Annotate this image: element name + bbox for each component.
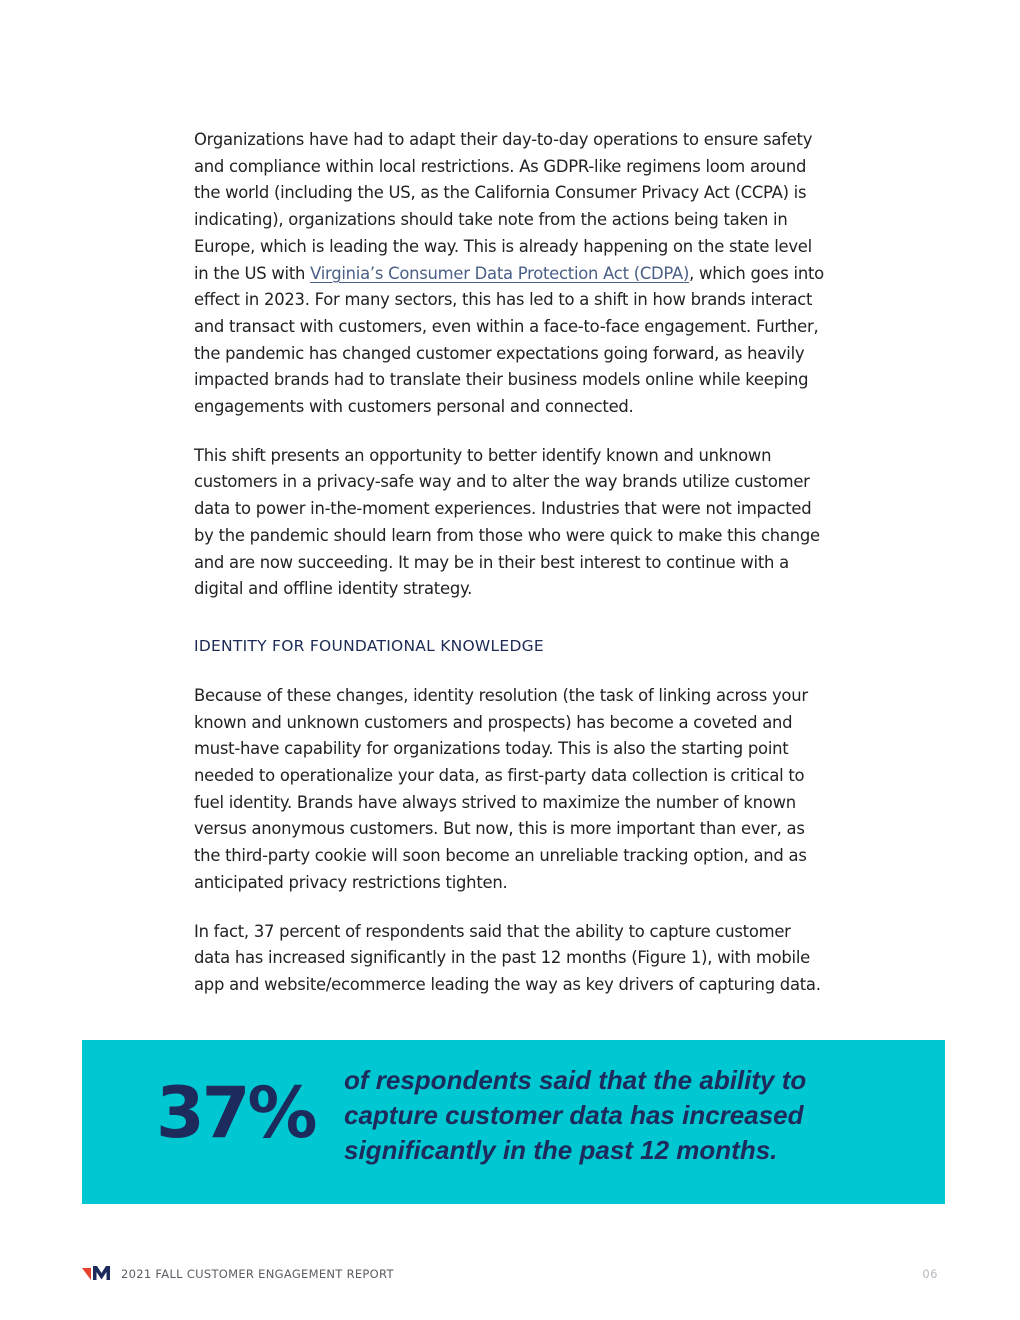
body-paragraph-3: Because of these changes, identity resolution (the task of linking across your known and unknown customers and prospects) has become a coveted and must-have capability for organizations today. This is also the starting point needed to operationalize your data, as first-party data collection is critical to fuel identity. Brands have always strived to maximize the number of known versus anonymous customers. But now, this is more important than ever, as the third-party cookie will soon become an unreliable tracking option, and as anticipated privacy restrictions tighten. — [194, 685, 808, 892]
page-footer — [82, 1264, 945, 1286]
section-heading: IDENTITY FOR FOUNDATIONAL KNOWLEDGE — [194, 636, 544, 655]
body-paragraph-1 — [194, 127, 824, 421]
paragraph-1-text-end: , which goes into effect in 2023. For many sectors, this has led to a shift in how brands interact and transact with customers, even within a face-to-face engagement. Further, the pandemic has changed customer expectations going forward, as heavily impacted brands had to translate their business models online while keeping engagements with customers personal and connected. — [194, 263, 824, 417]
body-paragraph-2: This shift presents an opportunity to better identify known and unknown customers in a privacy-safe way and to alter the way brands utilize customer data to power in-the-moment experiences. Industries that were not impacted by the pandemic should learn from those who were quick to make this change and are now succeeding. It may be in their best interest to continue with a digital and offline identity strategy. — [194, 445, 820, 599]
logo-m-shape — [93, 1266, 110, 1280]
cdpa-link[interactable]: Virginia’s Consumer Data Protection Act (CDPA) — [310, 263, 690, 283]
callout-stat: 37% — [156, 1072, 315, 1154]
page-number: 06 — [922, 1267, 938, 1281]
m-logo-icon — [82, 1265, 112, 1281]
logo-red-shape — [82, 1268, 91, 1280]
report-title: 2021 FALL CUSTOMER ENGAGEMENT REPORT — [121, 1267, 394, 1281]
callout-text: of respondents said that the ability to capture customer data has increased significantly in the past 12 months. — [344, 1065, 807, 1165]
page-content — [194, 127, 824, 999]
stat-callout — [82, 1040, 945, 1204]
paragraph-1-text-start: Organizations have had to adapt their day-to-day operations to ensure safety and compliance within local restrictions. As GDPR-like regimens loom around the world (including the US, as the California Consumer Privacy Act (CCPA) is indicating), organizations should take note from the actions being taken in Europe, which is leading the way. This is already happening on the state level in the US with — [194, 130, 813, 283]
body-paragraph-4: In fact, 37 percent of respondents said that the ability to capture customer data has increased significantly in the past 12 months (Figure 1), with mobile app and website/ecommerce leading the way as key drivers of capturing data. — [194, 921, 821, 994]
